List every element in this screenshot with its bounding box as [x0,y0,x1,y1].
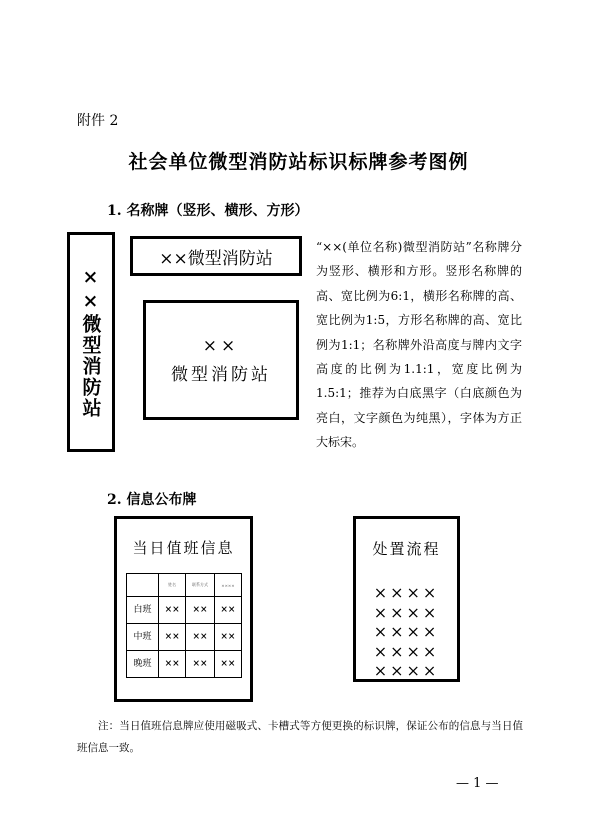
name-sign-description [316,235,522,455]
shift-label: 晚班 [127,651,159,678]
table-cell: ×× [214,624,241,651]
table-row [127,624,242,651]
process-board [353,516,460,682]
table-cell: ×× [186,597,215,624]
process-board-title: 处置流程 [372,540,441,558]
table-header-cell: 联系方式 [186,574,215,597]
square-sign-line2: 微型消防站 [171,364,271,385]
shift-label: 白班 [127,597,159,624]
table-cell: ×× [159,624,186,651]
duty-table [126,573,242,678]
process-step: ×××× [373,583,440,602]
section-heading-name-sign: 1. 名称牌（竖形、横形、方形） [107,203,309,219]
process-step: ×××× [373,622,440,641]
square-name-sign [143,300,299,420]
duty-info-board [114,516,253,702]
horizontal-sign-text: ××微型消防站 [159,248,273,269]
duty-board-title: 当日值班信息 [132,539,235,557]
table-cell: ×× [159,651,186,678]
duty-table-header-row [127,574,242,597]
square-sign-line1: ×× [202,335,240,356]
process-step: ×××× [373,661,440,680]
page-number: — 1 — [456,776,499,791]
shift-label: 中班 [127,624,159,651]
horizontal-name-sign [130,236,302,276]
attachment-label: 附件 2 [77,113,119,129]
process-step: ×××× [373,641,440,661]
table-cell: ×× [159,597,186,624]
table-cell: ×× [186,624,215,651]
page-title: 社会单位微型消防站标识标牌参考图例 [128,151,469,173]
table-header-cell [127,574,159,597]
process-step: ×××× [373,602,440,622]
table-cell: ×× [186,651,215,678]
section-heading-info-board: 2. 信息公布牌 [107,492,197,508]
table-header-cell: ×××× [214,574,241,597]
table-row [127,597,242,624]
table-row [127,651,242,678]
vertical-name-sign [67,232,115,452]
footnote: 注：当日值班信息牌应使用磁吸式、卡槽式等方便更换的标识牌，保证公布的信息与当日值班信息一致。 [77,720,523,754]
vertical-sign-text: ××微型消防站 [79,265,102,419]
description-text: “××(单位名称)微型消防站”名称牌分为竖形、横形和方形。竖形名称牌的高、宽比例为6:1，横形名称牌的高、宽比例为1:5，方形名称牌的高、宽比例为1:1；名称牌外沿高度与牌内文字高度的比例为1.1:1，宽度比例为1.5:1；推荐为白底黑字（白底颜色为亮白，文字颜色为纯黑），字体为方正大标宋。 [316,240,522,450]
table-cell: ×× [214,597,241,624]
table-cell: ×× [214,651,241,678]
table-header-cell: 姓名 [159,574,186,597]
process-steps [356,583,457,681]
